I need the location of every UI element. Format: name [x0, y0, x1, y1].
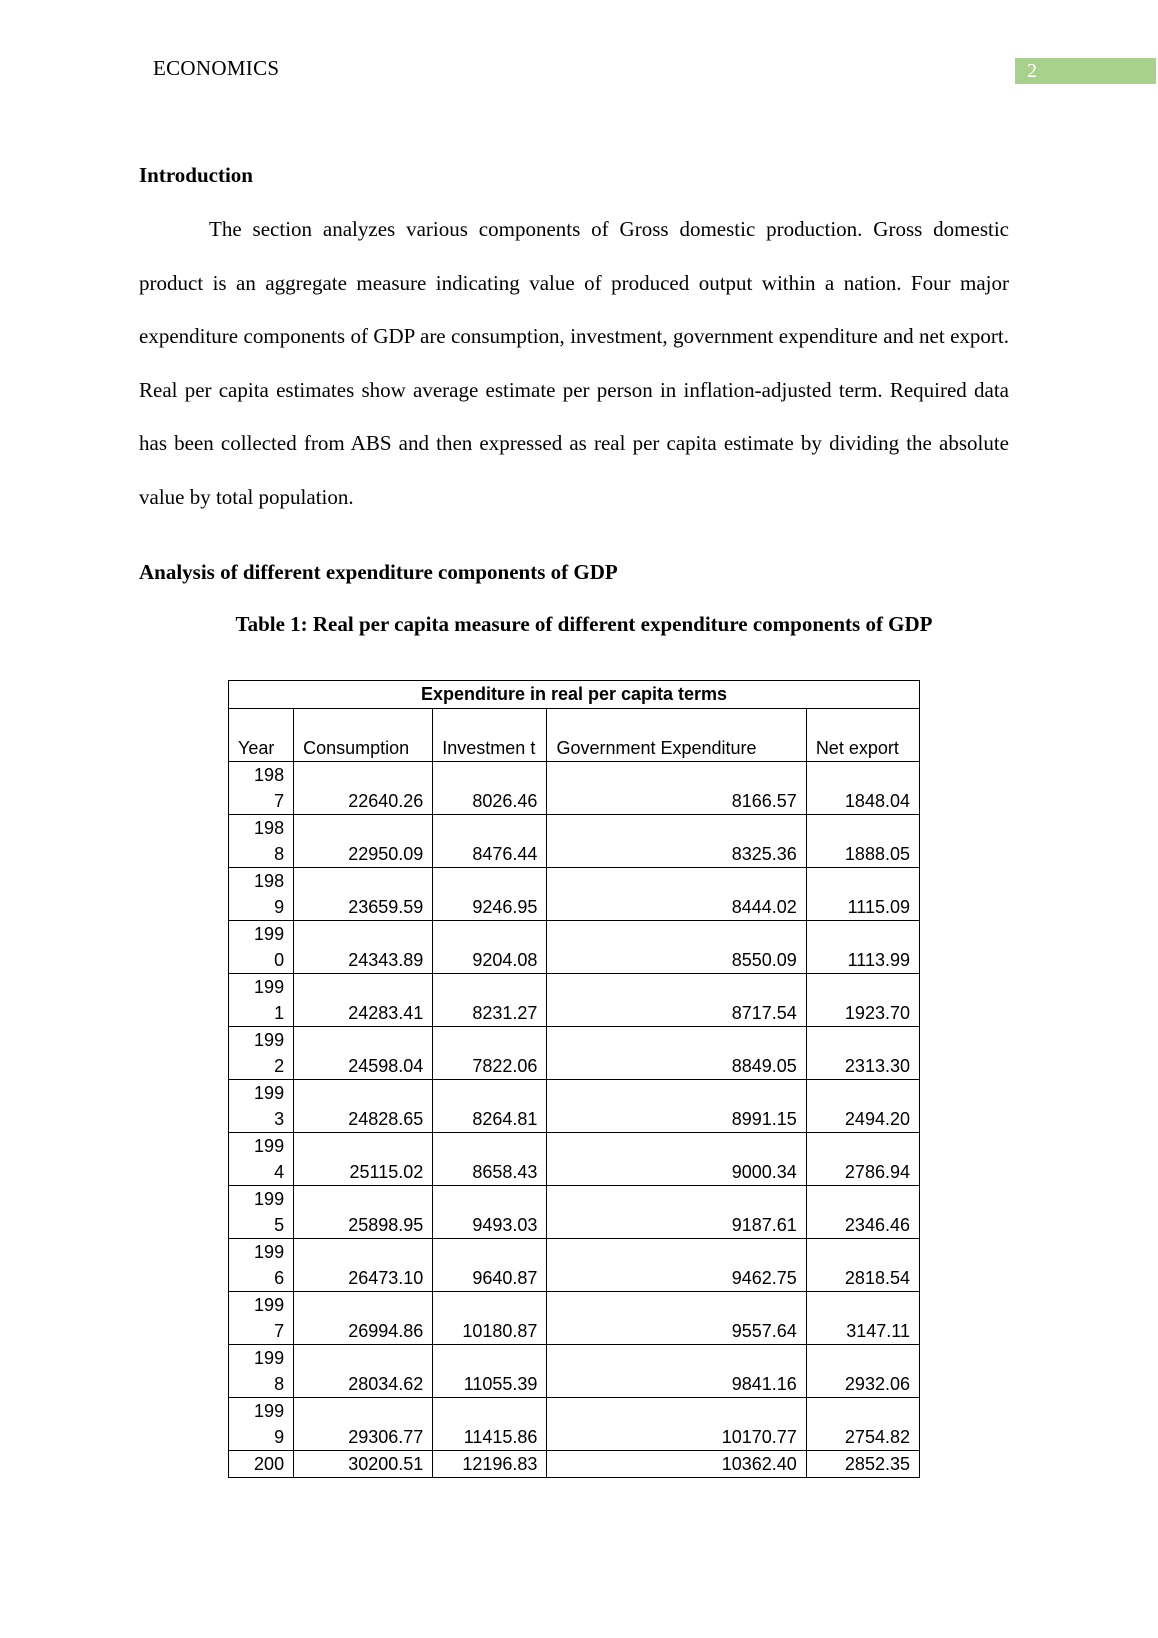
consumption-cell: 24828.65	[294, 1080, 433, 1133]
table-row	[229, 762, 920, 815]
table-row	[229, 1345, 920, 1398]
net-export-cell: 2818.54	[806, 1239, 919, 1292]
column-header-government-expenditure: Government Expenditure	[547, 709, 806, 762]
year-cell: 1990	[229, 921, 294, 974]
consumption-cell: 26994.86	[294, 1292, 433, 1345]
government-expenditure-cell: 10170.77	[547, 1398, 806, 1451]
government-expenditure-cell: 8166.57	[547, 762, 806, 815]
net-export-cell: 2494.20	[806, 1080, 919, 1133]
table-row	[229, 1239, 920, 1292]
investment-cell: 7822.06	[433, 1027, 547, 1080]
government-expenditure-cell: 9841.16	[547, 1345, 806, 1398]
table-title: Expenditure in real per capita terms	[229, 681, 920, 709]
table-row	[229, 1133, 920, 1186]
net-export-cell: 1923.70	[806, 974, 919, 1027]
net-export-cell: 1113.99	[806, 921, 919, 974]
year-cell: 1995	[229, 1186, 294, 1239]
column-header-year: Year	[229, 709, 294, 762]
consumption-cell: 22640.26	[294, 762, 433, 815]
column-header-investment: Investmen t	[433, 709, 547, 762]
table-row	[229, 1451, 920, 1478]
expenditure-table	[228, 680, 920, 1478]
net-export-cell: 2852.35	[806, 1451, 919, 1478]
year-cell: 1987	[229, 762, 294, 815]
table-body	[229, 762, 920, 1478]
consumption-cell: 30200.51	[294, 1451, 433, 1478]
government-expenditure-cell: 8325.36	[547, 815, 806, 868]
consumption-cell: 24343.89	[294, 921, 433, 974]
net-export-cell: 2786.94	[806, 1133, 919, 1186]
net-export-cell: 2313.30	[806, 1027, 919, 1080]
table-row	[229, 921, 920, 974]
consumption-cell: 23659.59	[294, 868, 433, 921]
year-cell: 1992	[229, 1027, 294, 1080]
year-cell: 1996	[229, 1239, 294, 1292]
government-expenditure-cell: 8991.15	[547, 1080, 806, 1133]
year-cell: 1998	[229, 1345, 294, 1398]
consumption-cell: 25115.02	[294, 1133, 433, 1186]
net-export-cell: 1888.05	[806, 815, 919, 868]
government-expenditure-cell: 9557.64	[547, 1292, 806, 1345]
net-export-cell: 3147.11	[806, 1292, 919, 1345]
investment-cell: 9204.08	[433, 921, 547, 974]
introduction-heading: Introduction	[139, 163, 253, 187]
investment-cell: 8026.46	[433, 762, 547, 815]
table-row	[229, 1398, 920, 1451]
consumption-cell: 24283.41	[294, 974, 433, 1027]
net-export-cell: 1115.09	[806, 868, 919, 921]
table-row	[229, 974, 920, 1027]
investment-cell: 8658.43	[433, 1133, 547, 1186]
table-caption: Table 1: Real per capita measure of different expenditure components of GDP	[235, 612, 933, 636]
page-number: 2	[1015, 58, 1156, 84]
investment-cell: 8264.81	[433, 1080, 547, 1133]
year-cell: 1997	[229, 1292, 294, 1345]
net-export-cell: 2346.46	[806, 1186, 919, 1239]
table-row	[229, 1027, 920, 1080]
investment-cell: 9493.03	[433, 1186, 547, 1239]
investment-cell: 12196.83	[433, 1451, 547, 1478]
consumption-cell: 25898.95	[294, 1186, 433, 1239]
consumption-cell: 28034.62	[294, 1345, 433, 1398]
table-row	[229, 815, 920, 868]
government-expenditure-cell: 8717.54	[547, 974, 806, 1027]
investment-cell: 11415.86	[433, 1398, 547, 1451]
government-expenditure-cell: 8444.02	[547, 868, 806, 921]
investment-cell: 9246.95	[433, 868, 547, 921]
government-expenditure-cell: 8550.09	[547, 921, 806, 974]
net-export-cell: 1848.04	[806, 762, 919, 815]
year-cell: 1991	[229, 974, 294, 1027]
year-cell: 1999	[229, 1398, 294, 1451]
net-export-cell: 2932.06	[806, 1345, 919, 1398]
column-header-consumption: Consumption	[294, 709, 433, 762]
year-cell: 1994	[229, 1133, 294, 1186]
column-header-net-export: Net export	[806, 709, 919, 762]
investment-cell: 11055.39	[433, 1345, 547, 1398]
investment-cell: 10180.87	[433, 1292, 547, 1345]
government-expenditure-cell: 9000.34	[547, 1133, 806, 1186]
year-cell: 200	[229, 1451, 294, 1478]
investment-cell: 8476.44	[433, 815, 547, 868]
year-cell: 1988	[229, 815, 294, 868]
year-cell: 1989	[229, 868, 294, 921]
table-row	[229, 1292, 920, 1345]
consumption-cell: 24598.04	[294, 1027, 433, 1080]
table-row	[229, 1080, 920, 1133]
government-expenditure-cell: 8849.05	[547, 1027, 806, 1080]
introduction-paragraph: The section analyzes various components of Gross domestic production. Gross domestic product is an aggregate measure indicating value of produced output within a nation. Four major expenditure components of GDP are consumption, investment, government expenditure and net export. Real per capita estimates show average estimate per person in inflation-adjusted term. Required data has been collected from ABS and then expressed as real per capita estimate by dividing the absolute value by total population.	[139, 217, 1009, 509]
table-row	[229, 1186, 920, 1239]
table-row	[229, 868, 920, 921]
analysis-heading: Analysis of different expenditure components of GDP	[139, 560, 618, 584]
investment-cell: 9640.87	[433, 1239, 547, 1292]
consumption-cell: 29306.77	[294, 1398, 433, 1451]
consumption-cell: 26473.10	[294, 1239, 433, 1292]
government-expenditure-cell: 10362.40	[547, 1451, 806, 1478]
government-expenditure-cell: 9187.61	[547, 1186, 806, 1239]
consumption-cell: 22950.09	[294, 815, 433, 868]
government-expenditure-cell: 9462.75	[547, 1239, 806, 1292]
year-cell: 1993	[229, 1080, 294, 1133]
investment-cell: 8231.27	[433, 974, 547, 1027]
running-header: ECONOMICS	[153, 56, 280, 80]
net-export-cell: 2754.82	[806, 1398, 919, 1451]
